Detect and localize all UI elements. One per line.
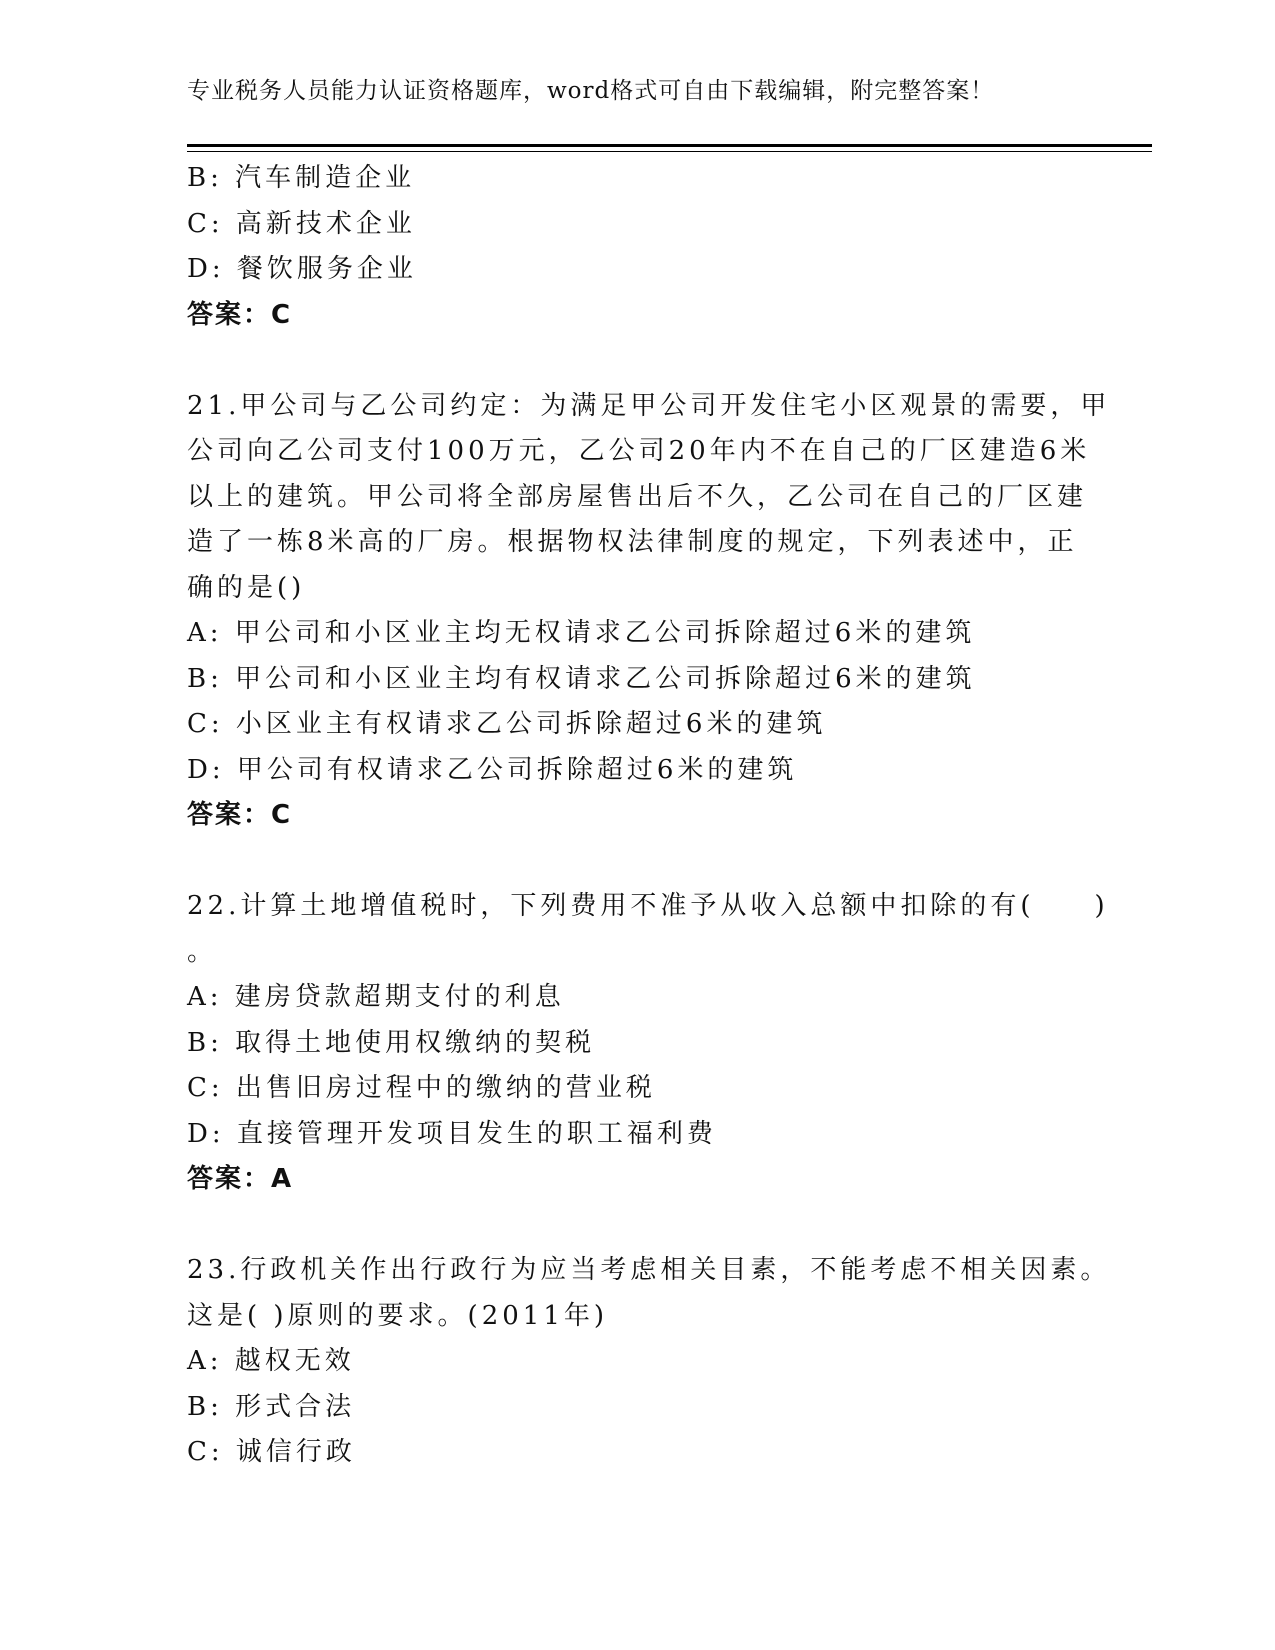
- question-stem-line: 造了一栋8米高的厂房。根据物权法律制度的规定，下列表述中，正: [187, 527, 1078, 557]
- header-rule-thin: [187, 151, 1152, 152]
- option-a: A: 甲公司和小区业主均无权请求乙公司拆除超过6米的建筑: [187, 618, 976, 648]
- question-stem-line: 以上的建筑。甲公司将全部房屋售出后不久，乙公司在自己的厂区建: [187, 481, 1088, 512]
- header-rule-thick: [187, 144, 1152, 147]
- option-d: D: 直接管理开发项目发生的职工福利费: [187, 1118, 717, 1149]
- question-22: [187, 884, 1109, 1203]
- option-c: C: 高新技术企业: [187, 208, 416, 239]
- option-c: C: 出售旧房过程中的缴纳的营业税: [187, 1073, 656, 1103]
- question-stem-line: 21.甲公司与乙公司约定：为满足甲公司开发住宅小区观景的需要，甲: [187, 390, 1111, 421]
- option-c: C: 诚信行政: [187, 1437, 356, 1467]
- question-stem-line: 23.行政机关作出行政行为应当考虑相关目素，不能考虑不相关因素。: [187, 1255, 1111, 1285]
- question-spacer: [187, 839, 1087, 885]
- answer-label: 答案：A: [187, 1164, 294, 1194]
- option-b: B: 甲公司和小区业主均有权请求乙公司拆除超过6米的建筑: [187, 663, 976, 694]
- question-content: [187, 156, 1111, 1476]
- page-header: 专业税务人员能力认证资格题库，word格式可自由下载编辑，附完整答案！: [187, 78, 995, 104]
- option-c: C: 小区业主有权请求乙公司拆除超过6米的建筑: [187, 709, 827, 739]
- answer-label: 答案：C: [187, 299, 293, 330]
- question-stem-line: 。: [187, 936, 218, 967]
- question-23: [187, 1248, 1111, 1476]
- option-b: B: 取得土地使用权缴纳的契税: [187, 1027, 596, 1058]
- question-20-continued: [187, 156, 1087, 338]
- question-spacer: [187, 338, 1087, 384]
- question-stem-line: 这是( )原则的要求。(2011年): [187, 1300, 609, 1331]
- question-stem-line: 22.计算土地增值税时，下列费用不准予从收入总额中扣除的有( ): [187, 891, 1109, 921]
- question-21: [187, 384, 1111, 839]
- question-spacer: [187, 1203, 1087, 1249]
- option-b: B: 汽车制造企业: [187, 163, 416, 193]
- option-a: A: 越权无效: [187, 1346, 355, 1376]
- option-a: A: 建房贷款超期支付的利息: [187, 982, 565, 1012]
- option-d: D: 甲公司有权请求乙公司拆除超过6米的建筑: [187, 754, 798, 785]
- question-stem-line: 确的是(): [187, 572, 306, 603]
- option-b: B: 形式合法: [187, 1391, 356, 1422]
- question-stem-line: 公司向乙公司支付100万元，乙公司20年内不在自己的厂区建造6米: [187, 436, 1091, 466]
- option-d: D: 餐饮服务企业: [187, 254, 417, 284]
- answer-label: 答案：C: [187, 800, 293, 830]
